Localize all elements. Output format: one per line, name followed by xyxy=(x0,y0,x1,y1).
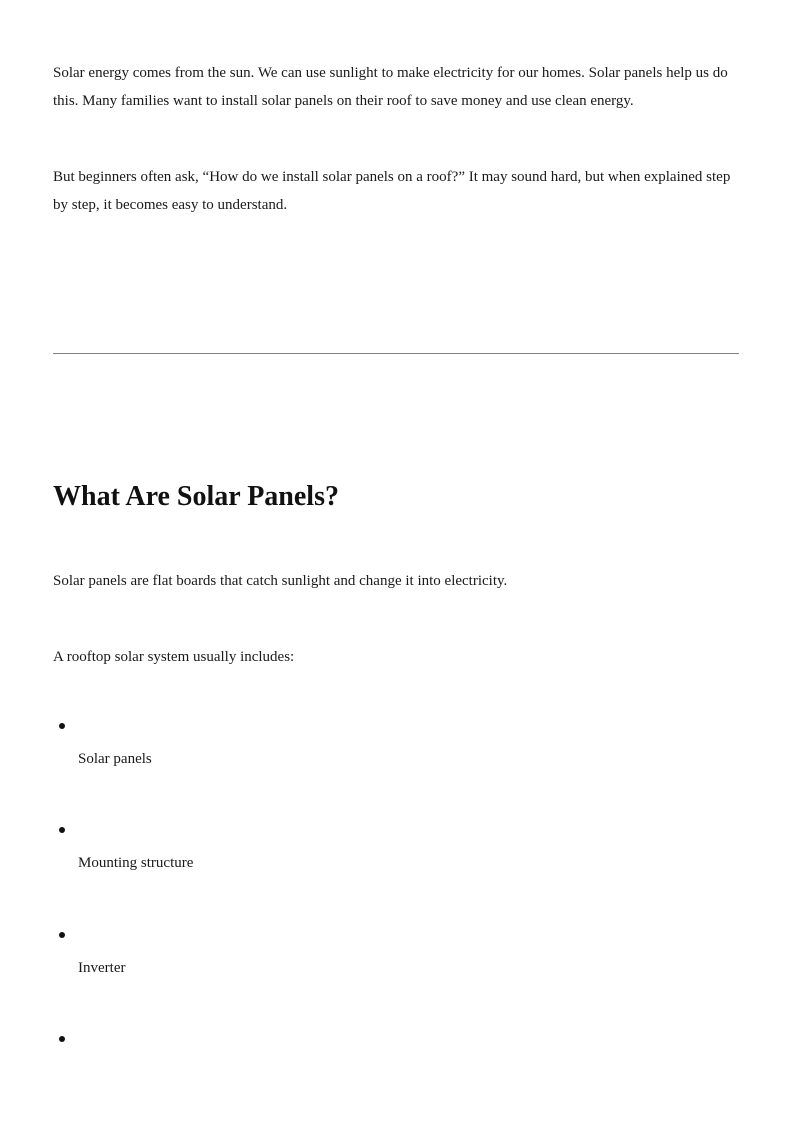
section-heading: What Are Solar Panels? xyxy=(53,481,339,512)
bullet-icon xyxy=(59,827,65,833)
list-item-label: Inverter xyxy=(78,960,126,976)
intro-paragraph-2: But beginners often ask, “How do we install solar panels on a roof?” It may sound hard, but when explained step by step, it becomes easy to understand. xyxy=(53,169,731,213)
list-item-label: Solar panels xyxy=(78,751,152,767)
bullet-icon xyxy=(59,932,65,938)
bullet-icon xyxy=(59,1036,65,1042)
intro-paragraph-1: Solar energy comes from the sun. We can use sunlight to make electricity for our homes. Solar panels help us do this. Many families want to install solar panels on their roof to save money and use clean energy. xyxy=(53,65,728,109)
description-paragraph: Solar panels are flat boards that catch sunlight and change it into electricity. xyxy=(53,573,508,589)
includes-paragraph: A rooftop solar system usually includes: xyxy=(53,649,295,665)
bullet-icon xyxy=(59,723,65,729)
section-divider xyxy=(53,353,739,354)
list-item-label: Mounting structure xyxy=(78,855,194,871)
